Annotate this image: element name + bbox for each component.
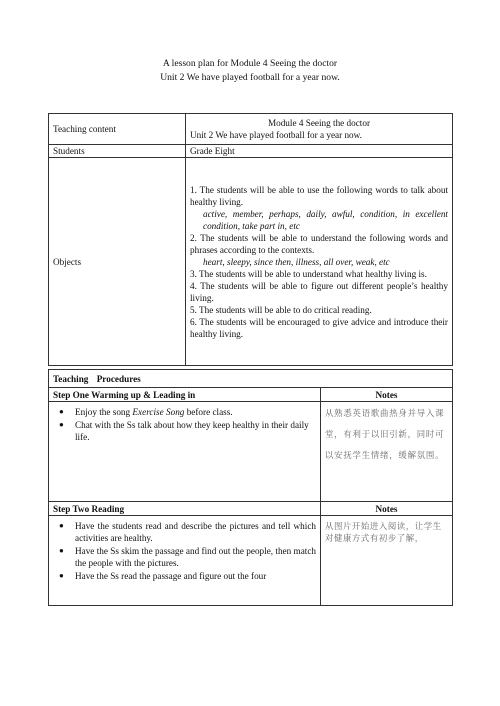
lesson-info-table: [48, 113, 453, 366]
list-item: ● Have the Ss read the passage and figure out the four: [53, 570, 316, 582]
students-value: Grade Eight: [186, 145, 453, 158]
teaching-content-label: Teaching content: [49, 114, 186, 145]
step1-notes-label: Notes: [321, 388, 453, 402]
song-title: Exercise Song: [132, 407, 185, 417]
teaching-content-row: [49, 114, 453, 145]
step1-activities: [49, 402, 321, 502]
object-2-words: heart, sleepy, since then, illness, all over, weak, etc: [203, 256, 390, 267]
object-1: 1. The students will be able to use the following words to talk about healthy living.: [190, 184, 448, 207]
step1-heading: Step One Warming up & Leading in: [49, 388, 321, 402]
object-1-words: active, member, perhaps, daily, awful, condition, in excellent condition, take part in, etc: [203, 208, 448, 231]
teaching-content-value: [186, 114, 453, 145]
step2-notes-label: Notes: [321, 502, 453, 516]
procedures-title-row: [49, 370, 453, 388]
list-item: ● Have the Ss skim the passage and find out the people, then match the people with the pictures.: [53, 545, 316, 569]
list-item: ● Enjoy the song Exercise Song before class.: [53, 406, 316, 418]
step2-activities: [49, 516, 321, 606]
step1-header-row: [49, 388, 453, 402]
lesson-title-line1: A lesson plan for Module 4 Seeing the doctor: [162, 58, 338, 69]
object-3: 3. The students will be able to understand what healthy living is.: [190, 268, 427, 279]
teaching-content-unit: Unit 2 We have played football for a year now.: [190, 130, 362, 140]
procedures-title: Teaching Procedures: [49, 370, 453, 388]
step1-notes: 从熟悉英语歌曲热身并导入课堂，有利于以旧引新，同时可以安抚学生情绪，缓解氛围。: [321, 402, 453, 502]
object-5: 5. The students will be able to do critical reading.: [190, 304, 372, 315]
object-4: 4. The students will be able to figure out different people’s healthy living.: [190, 280, 448, 303]
students-label: Students: [49, 145, 186, 158]
object-2: 2. The students will be able to understand the following words and phrases according to the contexts.: [190, 232, 448, 255]
list-item: ● Have the students read and describe the pictures and tell which activities are healthy.: [53, 520, 316, 544]
step2-body-row: [49, 516, 453, 606]
step1-body-row: [49, 402, 453, 502]
objects-list: [186, 158, 453, 366]
students-row: [49, 145, 453, 158]
teaching-content-module: Module 4 Seeing the doctor: [267, 118, 371, 128]
list-item: ● Chat with the Ss talk about how they keep healthy in their daily life.: [53, 419, 316, 443]
objects-label: Objects: [49, 158, 186, 366]
step2-notes: 从图片开始进入阅读，让学生对健康方式有初步了解，: [321, 516, 453, 606]
objects-row: [49, 158, 453, 366]
lesson-title-line2: Unit 2 We have played football for a year now.: [160, 72, 340, 83]
step2-header-row: [49, 502, 453, 516]
procedures-table: [48, 369, 453, 606]
step2-heading: Step Two Reading: [49, 502, 321, 516]
object-6: 6. The students will be encouraged to give advice and introduce their healthy living.: [190, 316, 448, 339]
